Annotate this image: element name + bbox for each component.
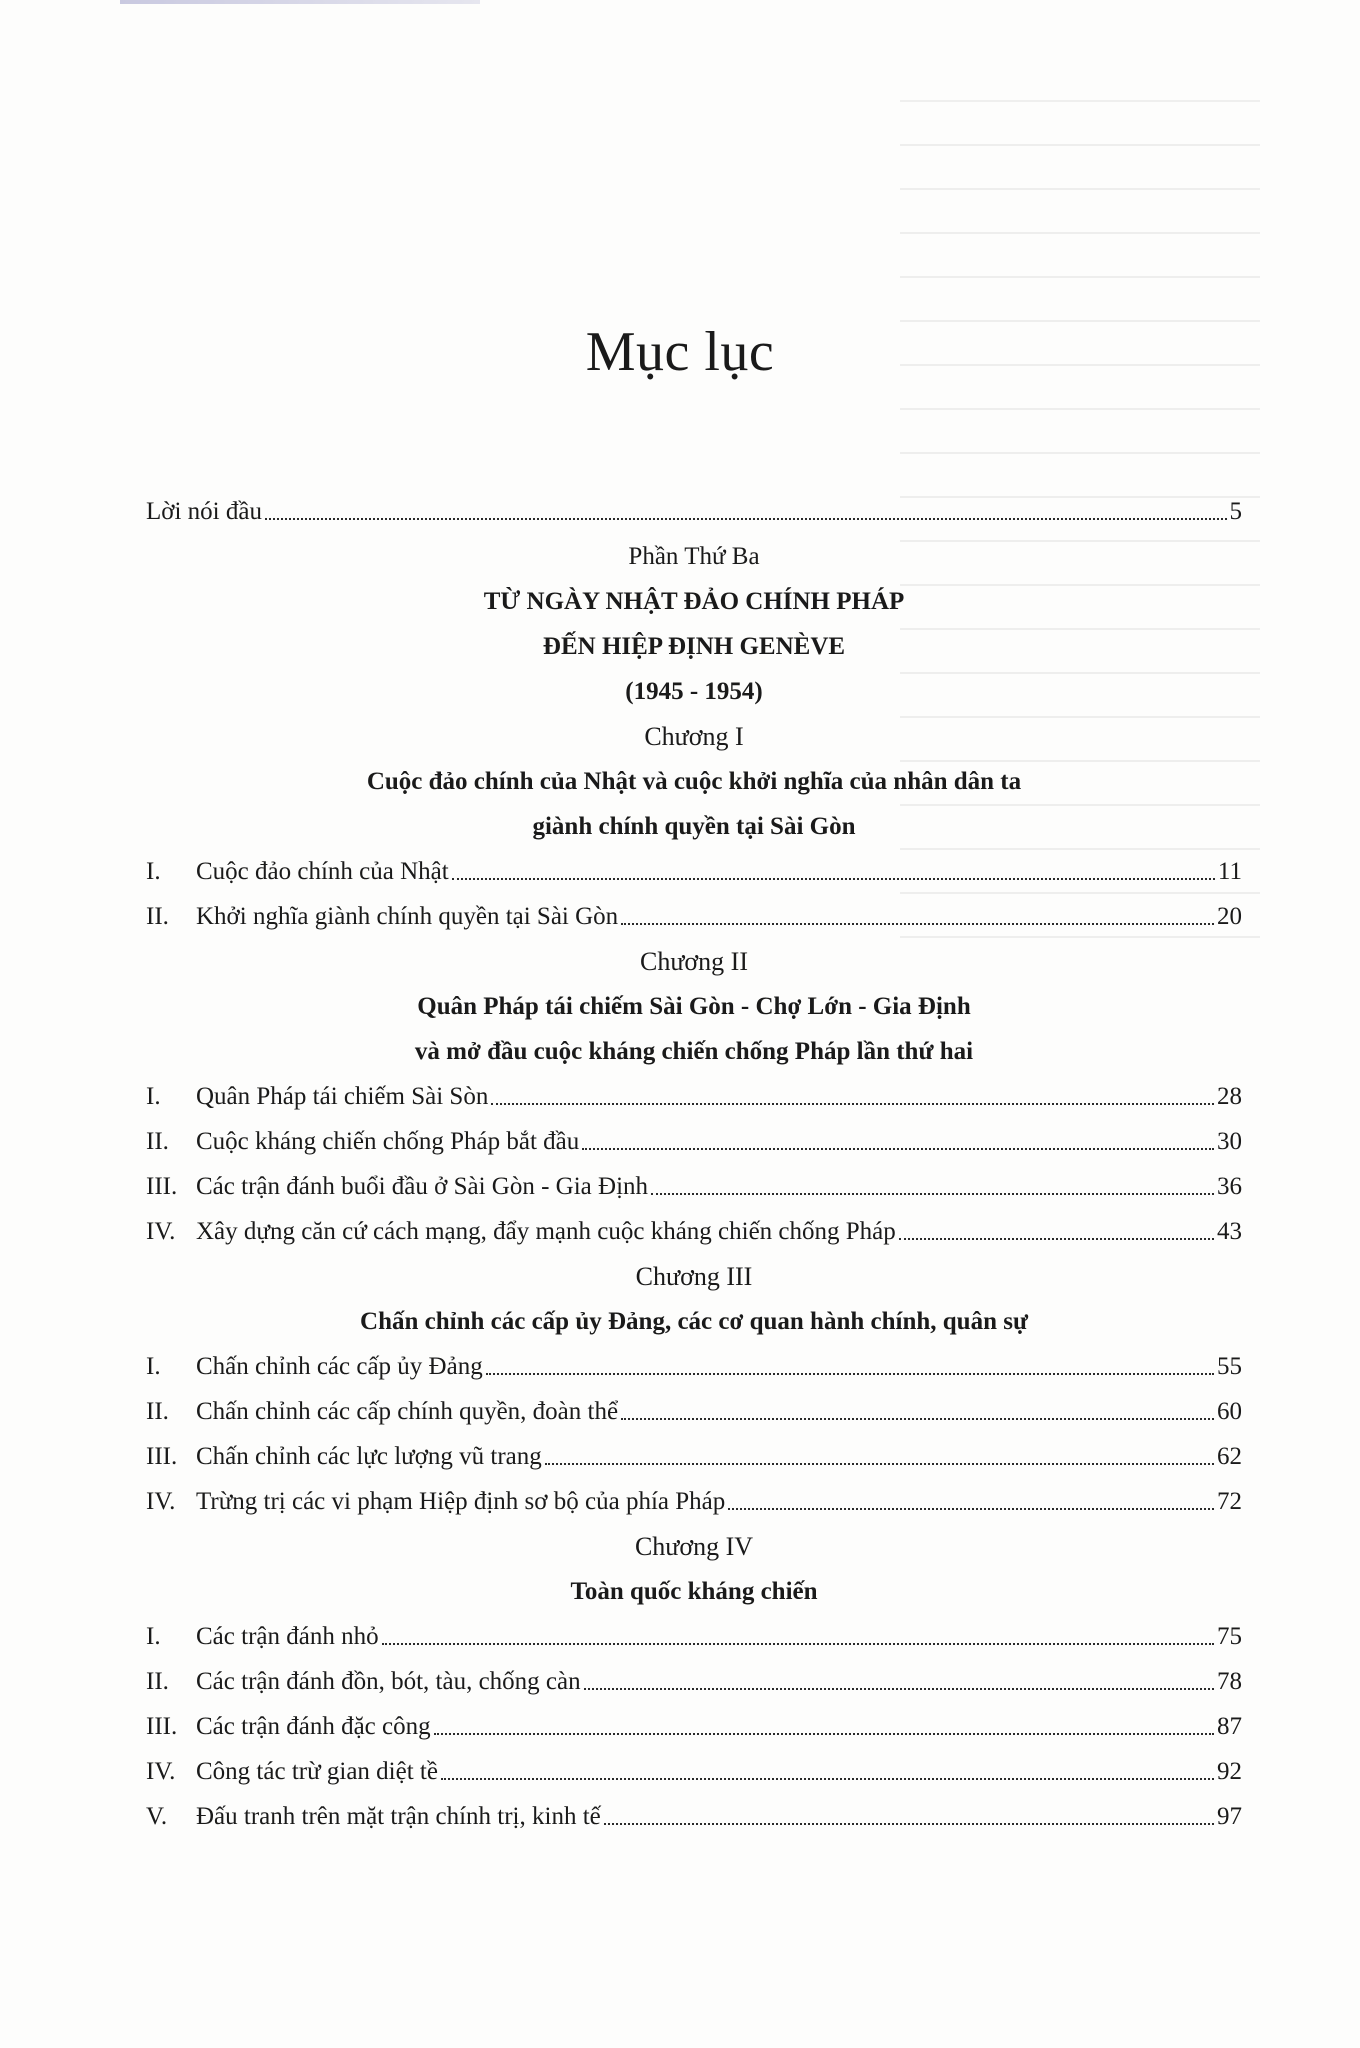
toc-entry-number: IV. — [146, 1758, 176, 1785]
part-title-line: TỪ NGÀY NHẬT ĐẢO CHÍNH PHÁP — [483, 588, 905, 615]
chapter-section — [146, 932, 1242, 1247]
dot-leader — [382, 1643, 1214, 1645]
toc-entry-label: Trừng trị các vi phạm Hiệp định sơ bộ của phía Pháp — [196, 1488, 726, 1515]
toc-entry[interactable] — [146, 1742, 1242, 1787]
toc-entry-label: Cuộc đảo chính của Nhật — [196, 858, 449, 885]
dot-leader — [452, 878, 1215, 880]
dot-leader — [584, 1688, 1214, 1690]
dot-leader — [621, 1418, 1214, 1420]
chapter-section — [146, 1247, 1242, 1517]
toc-entry-page: 78 — [1217, 1668, 1242, 1695]
toc-entry-number: II. — [146, 903, 169, 930]
toc-entry-page: 97 — [1217, 1803, 1242, 1830]
toc-entry[interactable] — [146, 842, 1242, 887]
toc-entry-label: Các trận đánh đặc công — [196, 1713, 431, 1740]
toc-entry-label: Các trận đánh buổi đầu ở Sài Gòn - Gia Định — [196, 1173, 649, 1200]
toc-entry-number: I. — [146, 1353, 161, 1380]
part-years: (1945 - 1954) — [625, 678, 763, 705]
page-title: Mục lục — [585, 320, 775, 383]
toc-entry-page: 28 — [1217, 1083, 1242, 1110]
chapter-title-line: Quân Pháp tái chiếm Sài Gòn - Chợ Lớn - Gia Định — [417, 993, 971, 1020]
toc-entry[interactable] — [146, 1382, 1242, 1427]
toc-entry[interactable] — [146, 887, 1242, 932]
part-label: Phần Thứ Ba — [628, 543, 760, 570]
chapter-title-line: và mở đầu cuộc kháng chiến chống Pháp lần thứ hai — [414, 1038, 974, 1065]
chapter-section — [146, 1517, 1242, 1832]
toc-entry-number: V. — [146, 1803, 168, 1830]
toc-entry-label: Chấn chỉnh các cấp ủy Đảng — [196, 1353, 483, 1380]
chapter-label: Chương III — [635, 1262, 753, 1291]
toc-entry-page: 72 — [1217, 1488, 1242, 1515]
toc-entry-page: 11 — [1217, 858, 1242, 885]
dot-leader — [265, 518, 1227, 520]
dot-leader — [434, 1733, 1214, 1735]
chapter-title-line: Chấn chỉnh các cấp ủy Đảng, các cơ quan hành chính, quân sự — [360, 1308, 1028, 1335]
dot-leader — [621, 923, 1214, 925]
toc-entry[interactable] — [146, 1652, 1242, 1697]
dot-leader — [582, 1148, 1214, 1150]
toc-entry-page: 36 — [1217, 1173, 1242, 1200]
dot-leader — [728, 1508, 1214, 1510]
toc-entry-label: Chấn chỉnh các cấp chính quyền, đoàn thể — [196, 1398, 619, 1425]
toc-entry-page: 55 — [1217, 1353, 1242, 1380]
part-title-line: ĐẾN HIỆP ĐỊNH GENÈVE — [542, 633, 846, 660]
toc-entry[interactable] — [146, 1112, 1242, 1157]
toc-entry[interactable] — [146, 1787, 1242, 1832]
dot-leader — [486, 1373, 1214, 1375]
toc-entry-label: Quân Pháp tái chiếm Sài Sòn — [196, 1083, 489, 1110]
toc-entry-label: Đấu tranh trên mặt trận chính trị, kinh tế — [196, 1803, 601, 1830]
toc-entry-label: Chấn chỉnh các lực lượng vũ trang — [196, 1443, 542, 1470]
dot-leader — [545, 1463, 1214, 1465]
toc-entry-number: II. — [146, 1398, 169, 1425]
chapter-label: Chương II — [640, 947, 748, 976]
dot-leader — [899, 1238, 1214, 1240]
toc-entry-number: I. — [146, 1083, 161, 1110]
toc-entry-number: III. — [146, 1443, 178, 1470]
toc-entry-number: I. — [146, 1623, 161, 1650]
dot-leader — [491, 1103, 1214, 1105]
toc-entry-label: Xây dựng căn cứ cách mạng, đẩy mạnh cuộc kháng chiến chống Pháp — [196, 1218, 896, 1245]
toc-entry-number: III. — [146, 1173, 178, 1200]
toc-entry-page: 20 — [1217, 903, 1242, 930]
toc-entry[interactable] — [146, 1697, 1242, 1742]
toc-entry-page: 5 — [1229, 498, 1242, 525]
toc-entry[interactable] — [146, 1202, 1242, 1247]
toc-entry-page: 62 — [1217, 1443, 1242, 1470]
chapter-title-line: giành chính quyền tại Sài Gòn — [532, 813, 856, 840]
toc-entry-label: Công tác trừ gian diệt tề — [196, 1758, 438, 1785]
toc-entry-number: II. — [146, 1668, 169, 1695]
toc-entry-page: 87 — [1217, 1713, 1242, 1740]
chapter-label: Chương IV — [634, 1532, 754, 1561]
toc-entry-number: I. — [146, 858, 161, 885]
chapter-section — [146, 707, 1242, 932]
toc-entry-number: II. — [146, 1128, 169, 1155]
toc-entry-number: III. — [146, 1713, 178, 1740]
dot-leader — [651, 1193, 1214, 1195]
chapter-label: Chương I — [644, 722, 744, 751]
toc-entry[interactable] — [146, 1337, 1242, 1382]
dot-leader — [441, 1778, 1214, 1780]
chapter-title-line: Toàn quốc kháng chiến — [570, 1578, 818, 1605]
toc-entry-number: IV. — [146, 1218, 176, 1245]
toc-entry-page: 30 — [1217, 1128, 1242, 1155]
toc-entry-page: 60 — [1217, 1398, 1242, 1425]
toc-entry-label: Khởi nghĩa giành chính quyền tại Sài Gòn — [196, 903, 619, 930]
toc-entry-page: 75 — [1217, 1623, 1242, 1650]
page-edge-strip — [120, 0, 480, 4]
toc-entry-preface[interactable] — [146, 482, 1242, 527]
toc-entry-label: Lời nói đầu — [146, 498, 262, 525]
toc-entry[interactable] — [146, 1067, 1242, 1112]
dot-leader — [604, 1823, 1214, 1825]
chapter-title-line: Cuộc đảo chính của Nhật và cuộc khởi nghĩa của nhân dân ta — [366, 768, 1022, 795]
toc-entry-page: 92 — [1217, 1758, 1242, 1785]
toc-entry[interactable] — [146, 1607, 1242, 1652]
toc-entry-label: Cuộc kháng chiến chống Pháp bắt đầu — [196, 1128, 580, 1155]
toc-entry-label: Các trận đánh nhỏ — [196, 1623, 379, 1650]
toc-entry[interactable] — [146, 1472, 1242, 1517]
table-of-contents — [146, 482, 1242, 1832]
toc-entry-number: IV. — [146, 1488, 176, 1515]
toc-entry[interactable] — [146, 1427, 1242, 1472]
toc-entry-label: Các trận đánh đồn, bót, tàu, chống càn — [196, 1668, 581, 1695]
toc-entry-page: 43 — [1217, 1218, 1242, 1245]
toc-entry[interactable] — [146, 1157, 1242, 1202]
